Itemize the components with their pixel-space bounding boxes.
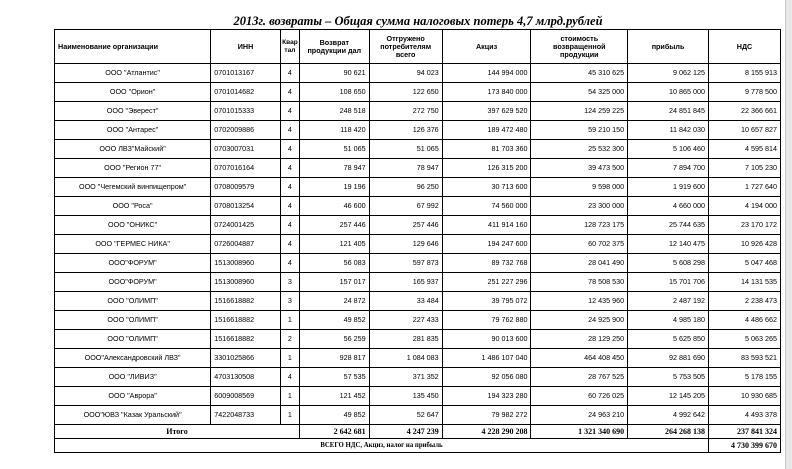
- cell-excise: 173 840 000: [442, 83, 531, 102]
- cell-profit: 5 625 850: [628, 330, 709, 349]
- cell-excise: 81 703 360: [442, 140, 531, 159]
- cell-vat: 4 194 000: [709, 197, 781, 216]
- cell-vat: 9 778 500: [709, 83, 781, 102]
- cell-org: ООО "ОЛИМП": [55, 292, 211, 311]
- header-excise: Акциз: [442, 30, 531, 64]
- cell-cost: 12 435 960: [531, 292, 628, 311]
- cell-excise: 194 247 600: [442, 235, 531, 254]
- cell-shipped: 126 376: [369, 121, 442, 140]
- table-row: [55, 140, 781, 159]
- cell-excise: 189 472 480: [442, 121, 531, 140]
- cell-returned: 121 405: [299, 235, 369, 254]
- cell-returned: 19 196: [299, 178, 369, 197]
- header-shipped: Отгружено потребителям всего: [369, 30, 442, 64]
- cell-org: ООО "ЛИВИЗ": [55, 368, 211, 387]
- cell-profit: 1 919 600: [628, 178, 709, 197]
- cell-cost: 54 325 000: [531, 83, 628, 102]
- cell-quarter: 4: [280, 140, 299, 159]
- cell-quarter: 1: [280, 349, 299, 368]
- cell-quarter: 3: [280, 292, 299, 311]
- cell-excise: 30 713 600: [442, 178, 531, 197]
- cell-excise: 89 732 768: [442, 254, 531, 273]
- cell-excise: 194 323 280: [442, 387, 531, 406]
- cell-inn: 1516618882: [211, 330, 281, 349]
- header-row: [55, 30, 781, 64]
- cell-profit: 25 744 635: [628, 216, 709, 235]
- cell-quarter: 4: [280, 159, 299, 178]
- cell-vat: 10 657 827: [709, 121, 781, 140]
- cell-org: ООО "ОЛИМП": [55, 311, 211, 330]
- table-row: [55, 64, 781, 83]
- cell-profit: 12 145 205: [628, 387, 709, 406]
- cell-vat: 1 727 640: [709, 178, 781, 197]
- table-row: [55, 349, 781, 368]
- cell-inn: 0724001425: [211, 216, 281, 235]
- cell-inn: 0701013167: [211, 64, 281, 83]
- cell-cost: 124 259 225: [531, 102, 628, 121]
- cell-inn: 1513008960: [211, 273, 281, 292]
- cell-returned: 49 852: [299, 311, 369, 330]
- cell-returned: 248 518: [299, 102, 369, 121]
- cell-returned: 90 621: [299, 64, 369, 83]
- cell-inn: 0702009886: [211, 121, 281, 140]
- table-row: [55, 235, 781, 254]
- cell-vat: 10 926 428: [709, 235, 781, 254]
- cell-vat: 5 047 468: [709, 254, 781, 273]
- table-row: [55, 368, 781, 387]
- cell-inn: 1516618882: [211, 311, 281, 330]
- cell-org: ООО "Орион": [55, 83, 211, 102]
- cell-vat: 5 063 265: [709, 330, 781, 349]
- cell-excise: 79 982 272: [442, 406, 531, 425]
- cell-shipped: 33 484: [369, 292, 442, 311]
- cell-cost: 28 767 525: [531, 368, 628, 387]
- cell-vat: 10 930 685: [709, 387, 781, 406]
- cell-org: ООО"ЮВЗ "Казак Уральский": [55, 406, 211, 425]
- cell-shipped: 52 647: [369, 406, 442, 425]
- table-row: [55, 178, 781, 197]
- cell-cost: 464 408 450: [531, 349, 628, 368]
- cell-returned: 157 017: [299, 273, 369, 292]
- cell-cost: 60 726 025: [531, 387, 628, 406]
- totals-cost: 1 321 340 690: [531, 425, 628, 439]
- table-row: [55, 83, 781, 102]
- cell-excise: 74 560 000: [442, 197, 531, 216]
- cell-org: ООО "Регион 77": [55, 159, 211, 178]
- cell-cost: 9 598 000: [531, 178, 628, 197]
- table-row: [55, 330, 781, 349]
- cell-shipped: 51 065: [369, 140, 442, 159]
- page-title: 2013г. возвраты – Общая сумма налоговых потерь 4,7 млрд.рублей: [233, 14, 603, 28]
- cell-profit: 10 865 000: [628, 83, 709, 102]
- cell-inn: 0701015333: [211, 102, 281, 121]
- cell-returned: 46 600: [299, 197, 369, 216]
- cell-vat: 14 131 535: [709, 273, 781, 292]
- cell-inn: 6009008569: [211, 387, 281, 406]
- cell-profit: 4 992 642: [628, 406, 709, 425]
- cell-org: ООО "Эверест": [55, 102, 211, 121]
- cell-inn: 0707016164: [211, 159, 281, 178]
- cell-shipped: 1 084 083: [369, 349, 442, 368]
- cell-profit: 9 062 125: [628, 64, 709, 83]
- header-profit: прибыль: [628, 30, 709, 64]
- scrollbar[interactable]: [785, 0, 792, 469]
- cell-excise: 251 227 296: [442, 273, 531, 292]
- cell-inn: 0708009579: [211, 178, 281, 197]
- cell-quarter: 1: [280, 311, 299, 330]
- cell-org: ООО"Александровский ЛВЗ": [55, 349, 211, 368]
- cell-quarter: 4: [280, 235, 299, 254]
- cell-cost: 23 300 000: [531, 197, 628, 216]
- cell-returned: 108 650: [299, 83, 369, 102]
- cell-cost: 39 473 500: [531, 159, 628, 178]
- cell-inn: 1513008960: [211, 254, 281, 273]
- cell-vat: 4 486 662: [709, 311, 781, 330]
- cell-shipped: 96 250: [369, 178, 442, 197]
- cell-cost: 24 925 900: [531, 311, 628, 330]
- totals-label: Итого: [55, 425, 300, 439]
- table-body: [55, 64, 781, 425]
- table-row: [55, 292, 781, 311]
- cell-org: ООО"ФОРУМ": [55, 254, 211, 273]
- cell-quarter: 2: [280, 330, 299, 349]
- cell-cost: 59 210 150: [531, 121, 628, 140]
- grand-total-label: ВСЕГО НДС, Акциз, налог на прибыль: [55, 439, 709, 453]
- table-row: [55, 254, 781, 273]
- header-quarter: Квартал: [280, 30, 299, 64]
- cell-inn: 7422048733: [211, 406, 281, 425]
- cell-shipped: 272 750: [369, 102, 442, 121]
- cell-returned: 51 065: [299, 140, 369, 159]
- cell-profit: 24 851 845: [628, 102, 709, 121]
- cell-returned: 928 817: [299, 349, 369, 368]
- cell-quarter: 4: [280, 121, 299, 140]
- cell-returned: 118 420: [299, 121, 369, 140]
- cell-vat: 2 238 473: [709, 292, 781, 311]
- cell-returned: 78 947: [299, 159, 369, 178]
- cell-profit: 11 842 030: [628, 121, 709, 140]
- cell-shipped: 67 992: [369, 197, 442, 216]
- header-inn: ИНН: [211, 30, 281, 64]
- cell-returned: 24 872: [299, 292, 369, 311]
- cell-cost: 28 041 490: [531, 254, 628, 273]
- cell-quarter: 4: [280, 83, 299, 102]
- cell-returned: 57 535: [299, 368, 369, 387]
- table-row: [55, 273, 781, 292]
- cell-returned: 49 852: [299, 406, 369, 425]
- cell-org: ООО "ГЕРМЕС НИКА": [55, 235, 211, 254]
- cell-excise: 144 994 000: [442, 64, 531, 83]
- cell-inn: 1516618882: [211, 292, 281, 311]
- cell-shipped: 257 446: [369, 216, 442, 235]
- cell-profit: 12 140 475: [628, 235, 709, 254]
- cell-inn: 3301025866: [211, 349, 281, 368]
- cell-returned: 56 083: [299, 254, 369, 273]
- cell-returned: 257 446: [299, 216, 369, 235]
- cell-org: ООО "ОЛИМП": [55, 330, 211, 349]
- cell-inn: 4703130508: [211, 368, 281, 387]
- cell-shipped: 371 352: [369, 368, 442, 387]
- cell-shipped: 597 873: [369, 254, 442, 273]
- totals-shipped: 4 247 239: [369, 425, 442, 439]
- tax-losses-table: [54, 29, 781, 453]
- table-row: [55, 216, 781, 235]
- cell-quarter: 4: [280, 254, 299, 273]
- cell-org: ООО"ФОРУМ": [55, 273, 211, 292]
- cell-quarter: 4: [280, 178, 299, 197]
- cell-vat: 7 105 230: [709, 159, 781, 178]
- cell-vat: 83 593 521: [709, 349, 781, 368]
- cell-excise: 90 013 600: [442, 330, 531, 349]
- cell-profit: 92 881 690: [628, 349, 709, 368]
- cell-org: ООО "ОНИКС": [55, 216, 211, 235]
- cell-profit: 15 701 706: [628, 273, 709, 292]
- grand-total-row: [55, 439, 781, 453]
- cell-excise: 79 762 880: [442, 311, 531, 330]
- cell-shipped: 227 433: [369, 311, 442, 330]
- cell-quarter: 4: [280, 197, 299, 216]
- cell-vat: 5 178 155: [709, 368, 781, 387]
- totals-returned: 2 642 681: [299, 425, 369, 439]
- cell-shipped: 122 650: [369, 83, 442, 102]
- cell-excise: 1 486 107 040: [442, 349, 531, 368]
- cell-returned: 56 259: [299, 330, 369, 349]
- cell-quarter: 3: [280, 273, 299, 292]
- cell-inn: 0703007031: [211, 140, 281, 159]
- cell-profit: 5 608 298: [628, 254, 709, 273]
- header-cost: стоимость возвращенной продукции: [531, 30, 628, 64]
- cell-vat: 4 493 378: [709, 406, 781, 425]
- cell-shipped: 94 023: [369, 64, 442, 83]
- cell-shipped: 78 947: [369, 159, 442, 178]
- header-org: Наименование организации: [55, 30, 211, 64]
- cell-quarter: 4: [280, 64, 299, 83]
- cell-shipped: 129 646: [369, 235, 442, 254]
- cell-quarter: 4: [280, 368, 299, 387]
- grand-total-value: 4 730 399 670: [709, 439, 781, 453]
- cell-cost: 78 508 530: [531, 273, 628, 292]
- cell-vat: 4 595 814: [709, 140, 781, 159]
- totals-excise: 4 228 290 208: [442, 425, 531, 439]
- cell-profit: 4 985 180: [628, 311, 709, 330]
- cell-cost: 45 310 625: [531, 64, 628, 83]
- cell-inn: 0726004887: [211, 235, 281, 254]
- table-row: [55, 159, 781, 178]
- cell-profit: 5 106 460: [628, 140, 709, 159]
- table-row: [55, 406, 781, 425]
- cell-excise: 39 795 072: [442, 292, 531, 311]
- cell-inn: 0708013254: [211, 197, 281, 216]
- cell-shipped: 165 937: [369, 273, 442, 292]
- totals-row: [55, 425, 781, 439]
- cell-cost: 60 702 375: [531, 235, 628, 254]
- table-row: [55, 121, 781, 140]
- cell-quarter: 1: [280, 406, 299, 425]
- cell-cost: 128 723 175: [531, 216, 628, 235]
- cell-quarter: 4: [280, 102, 299, 121]
- cell-excise: 92 056 080: [442, 368, 531, 387]
- cell-vat: 22 366 661: [709, 102, 781, 121]
- cell-excise: 126 315 200: [442, 159, 531, 178]
- cell-returned: 121 452: [299, 387, 369, 406]
- cell-cost: 28 129 250: [531, 330, 628, 349]
- cell-excise: 397 629 520: [442, 102, 531, 121]
- table-row: [55, 311, 781, 330]
- cell-shipped: 281 835: [369, 330, 442, 349]
- cell-org: ООО "Антарес": [55, 121, 211, 140]
- totals-profit: 264 268 138: [628, 425, 709, 439]
- header-vat: НДС: [709, 30, 781, 64]
- cell-inn: 0701014682: [211, 83, 281, 102]
- cell-vat: 8 155 913: [709, 64, 781, 83]
- cell-profit: 5 753 505: [628, 368, 709, 387]
- cell-cost: 24 963 210: [531, 406, 628, 425]
- cell-cost: 25 532 300: [531, 140, 628, 159]
- cell-quarter: 4: [280, 216, 299, 235]
- cell-org: ООО "Аврора": [55, 387, 211, 406]
- cell-org: ООО "Чегемский винпищепром": [55, 178, 211, 197]
- cell-org: ООО "Атлантис": [55, 64, 211, 83]
- cell-excise: 411 914 160: [442, 216, 531, 235]
- cell-profit: 4 660 000: [628, 197, 709, 216]
- totals-vat: 237 841 324: [709, 425, 781, 439]
- table-row: [55, 102, 781, 121]
- cell-org: ООО "Роса": [55, 197, 211, 216]
- table-row: [55, 387, 781, 406]
- cell-profit: 2 487 192: [628, 292, 709, 311]
- cell-org: ООО ЛВЗ"Майский": [55, 140, 211, 159]
- header-returned: Возврат продукции дал: [299, 30, 369, 64]
- cell-shipped: 135 450: [369, 387, 442, 406]
- table-row: [55, 197, 781, 216]
- cell-quarter: 1: [280, 387, 299, 406]
- cell-profit: 7 894 700: [628, 159, 709, 178]
- cell-vat: 23 170 172: [709, 216, 781, 235]
